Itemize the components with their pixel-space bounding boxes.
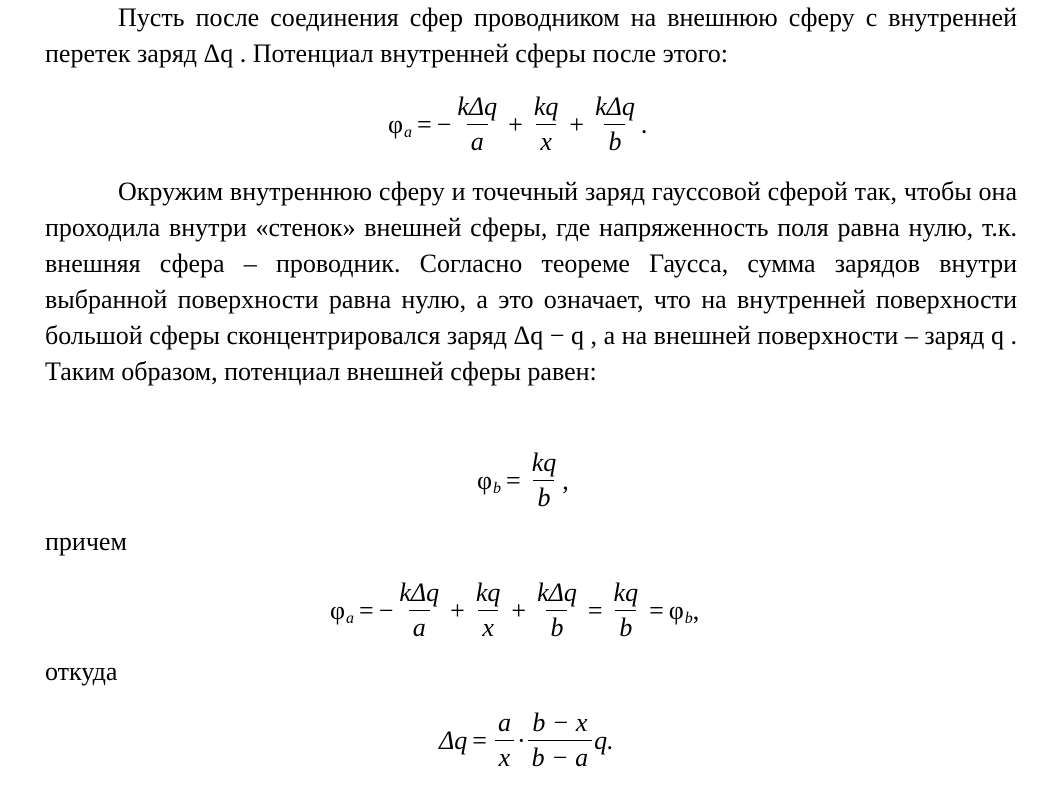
eq1-fraction-2-num: kq bbox=[533, 92, 559, 121]
eq3-fraction-4-den: b bbox=[615, 610, 636, 643]
eq4-fraction-1 bbox=[494, 708, 515, 773]
eq3-equals-2: = bbox=[587, 595, 603, 625]
eq3-fraction-1-den: a bbox=[409, 610, 430, 643]
eq3-rhs-symbol: φ bbox=[668, 595, 684, 625]
eq2-fraction-num: kq bbox=[531, 448, 557, 477]
eq4-fraction-1-num: a bbox=[497, 708, 511, 737]
eq1-plus-2: + bbox=[569, 109, 585, 139]
eq3-plus-1: + bbox=[450, 595, 465, 625]
eq2-equals: = bbox=[506, 465, 521, 495]
eq1-fraction-1-den: a bbox=[467, 124, 488, 157]
eq4-fraction-2 bbox=[528, 708, 593, 773]
eq1-fraction-1 bbox=[453, 92, 501, 157]
eq3-lhs-symbol: φ bbox=[330, 595, 346, 625]
eq1-fraction-3-den: b bbox=[604, 124, 625, 157]
eq1-lhs-symbol: φ bbox=[388, 109, 404, 139]
equation-phi-a-equals-phi-b bbox=[330, 578, 699, 643]
eq3-fraction-4-num: kq bbox=[613, 578, 639, 607]
eq4-lhs: Δq bbox=[439, 725, 468, 755]
eq3-minus: − bbox=[378, 595, 394, 625]
eq3-fraction-1-num: kΔq bbox=[399, 578, 440, 607]
eq3-equals: = bbox=[359, 595, 374, 625]
eq4-dot: · bbox=[516, 725, 526, 755]
eq1-fraction-3 bbox=[591, 92, 639, 157]
paragraph-intro: Пусть после соединения сфер проводником на внешнюю сферу с внутренней перетек заряд Δq . Потенциал внутренней сферы после этого: bbox=[45, 3, 1017, 68]
eq1-fraction-2-den: x bbox=[536, 124, 556, 157]
eq2-fraction bbox=[528, 448, 561, 513]
equation-phi-a bbox=[388, 92, 647, 157]
eq3-fraction-1 bbox=[395, 578, 443, 643]
eq4-fraction-1-den: x bbox=[495, 740, 515, 773]
equation-phi-b bbox=[477, 448, 569, 513]
eq3-fraction-2 bbox=[472, 578, 505, 643]
eq3-lhs-subscript: a bbox=[346, 609, 355, 627]
eq3-plus-2: + bbox=[511, 595, 527, 625]
eq3-fraction-3-den: b bbox=[546, 610, 567, 643]
eq3-fraction-2-den: x bbox=[478, 610, 498, 643]
eq3-fraction-3-num: kΔq bbox=[537, 578, 577, 607]
eq3-rhs-subscript: b bbox=[684, 609, 693, 627]
eq4-fraction-2-den: b − a bbox=[528, 740, 593, 773]
eq4-equals: = bbox=[472, 725, 487, 755]
eq4-fraction-2-num: b − x bbox=[532, 708, 588, 737]
eq3-fraction-4 bbox=[610, 578, 643, 643]
eq1-equals: = bbox=[417, 109, 432, 139]
eq1-plus-1: + bbox=[508, 109, 523, 139]
eq4-tail: q. bbox=[594, 725, 614, 755]
eq3-fraction-2-num: kq bbox=[475, 578, 501, 607]
eq3-fraction-3 bbox=[533, 578, 581, 643]
eq1-fraction-1-num: kΔq bbox=[457, 92, 498, 121]
eq2-end: , bbox=[562, 465, 569, 495]
eq1-end: . bbox=[640, 109, 648, 139]
word-prichem: причем bbox=[45, 527, 127, 556]
eq2-lhs-symbol: φ bbox=[477, 465, 493, 495]
eq1-fraction-2 bbox=[530, 92, 563, 157]
paragraph-gauss: Окружим внутреннюю сферу и точечный заряд гауссовой сферой так, чтобы она проходила внутри «стенок» внешней сферы, где напряженность поля равна нулю, т.к. внешняя сфера – проводник. Согласно теореме Гаусса, сумма зарядов внутри выбранной поверхности равна нулю, а это означает, что на внутренней поверхности большой сферы сконцентрировался заряд Δq − q , а на внешней поверхности – заряд q . Таким образом, потенциал внешней сферы равен: bbox=[45, 177, 1017, 386]
eq1-fraction-3-num: kΔq bbox=[595, 92, 635, 121]
eq1-minus: − bbox=[436, 109, 452, 139]
word-otkuda: откуда bbox=[45, 657, 118, 686]
eq3-end: , bbox=[692, 595, 700, 625]
eq2-lhs-subscript: b bbox=[493, 479, 502, 497]
eq2-fraction-den: b bbox=[533, 480, 554, 513]
eq1-lhs-subscript: a bbox=[404, 123, 413, 141]
equation-delta-q bbox=[439, 708, 614, 773]
eq3-equals-3: = bbox=[649, 595, 664, 625]
